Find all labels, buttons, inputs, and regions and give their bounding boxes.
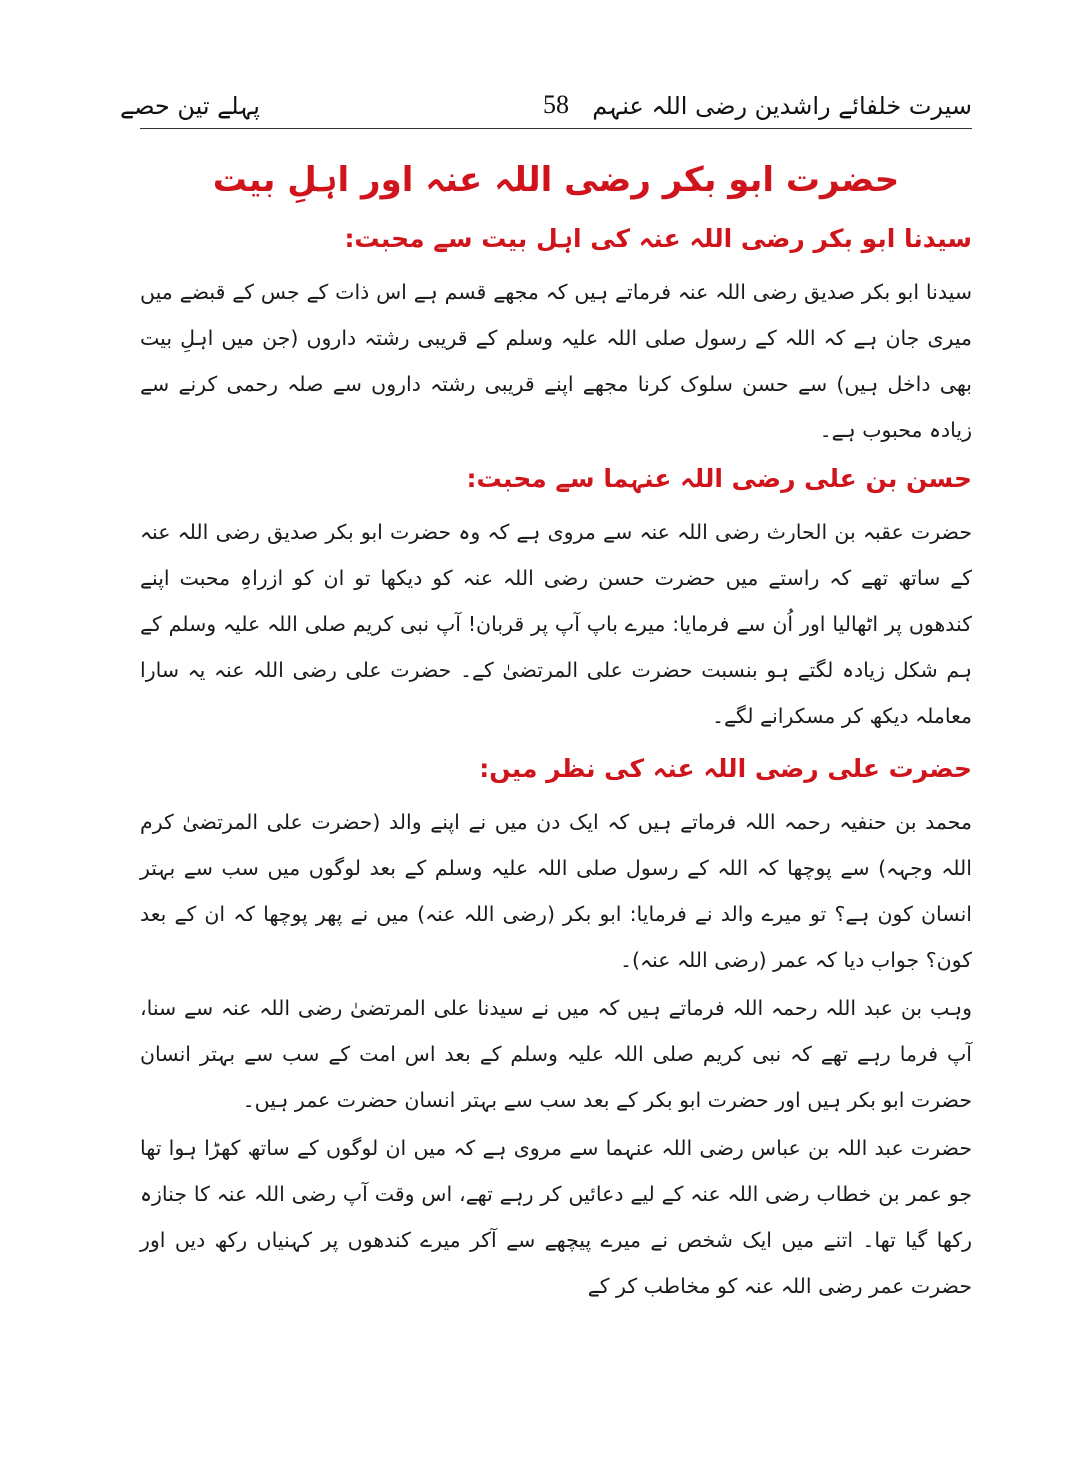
paragraph: محمد بن حنفیہ رحمہ اللہ فرماتے ہیں کہ ایک دن میں نے اپنے والد (حضرت علی المرتضیٰ کرم اللہ وجہہ) سے پوچھا کہ اللہ کے رسول صلی اللہ علیہ وسلم کے بعد لوگوں میں سب سے بہتر انسان کون ہے؟ تو میرے والد نے فرمایا: ابو بکر (رضی اللہ عنہ) میں نے پھر پوچھا کہ ان کے بعد کون؟ جواب دیا کہ عمر (رضی اللہ عنہ)۔ xyxy=(140,809,972,972)
paragraph: حضرت عبد اللہ بن عباس رضی اللہ عنہما سے مروی ہے کہ میں ان لوگوں کے ساتھ کھڑا ہوا تھا جو عمر بن خطاب رضی اللہ عنہ کے لیے دعائیں کر رہے تھے، اس وقت آپ رضی اللہ عنہ کا جنازہ رکھا گیا تھا۔ اتنے میں ایک شخص نے میرے پیچھے سے آکر میرے کندھوں پر کہنیاں رکھ دیں اور حضرت عمر رضی اللہ عنہ کو مخاطب کر کے xyxy=(140,1135,972,1298)
section-heading-abubakr-love: سیدنا ابو بکر رضی اللہ عنہ کی اہل بیت سے محبت: xyxy=(344,223,972,253)
section-heading-ali-view: حضرت علی رضی اللہ عنہ کی نظر میں: xyxy=(479,753,972,783)
section-heading-hasan-love: حسن بن علی رضی اللہ عنہما سے محبت: xyxy=(466,463,972,493)
chapter-title: حضرت ابو بکر رضی اللہ عنہ اور اہلِ بیت xyxy=(212,160,900,200)
paragraph: وہب بن عبد اللہ رحمہ اللہ فرماتے ہیں کہ میں نے سیدنا علی المرتضیٰ رضی اللہ عنہ سے سنا، آپ فرما رہے تھے کہ نبی کریم صلی اللہ علیہ وسلم کے بعد اس امت کے سب سے بہتر انسان حضرت ابو بکر ہیں اور حضرت ابو بکر کے بعد سب سے بہتر انسان حضرت عمر ہیں۔ xyxy=(140,995,972,1112)
page-number: 58 xyxy=(543,90,569,119)
paragraph: سیدنا ابو بکر صدیق رضی اللہ عنہ فرماتے ہیں کہ مجھے قسم ہے اس ذات کے جس کے قبضے میں میری جان ہے کہ اللہ کے رسول صلی اللہ علیہ وسلم کے قریبی رشتہ داروں (جن میں اہلِ بیت بھی داخل ہیں) سے حسن سلوک کرنا مجھے اپنے قریبی رشتہ داروں سے صلہ رحمی کرنے سے زیادہ محبوب ہے۔ xyxy=(140,279,972,442)
running-header xyxy=(120,88,972,129)
book-title: سیرت خلفائے راشدین رضی اللہ عنہم xyxy=(592,92,972,120)
part-label: پہلے تین حصے xyxy=(120,92,260,120)
paragraph: حضرت عقبہ بن الحارث رضی اللہ عنہ سے مروی ہے کہ وہ حضرت ابو بکر صدیق رضی اللہ عنہ کے ساتھ تھے کہ راستے میں حضرت حسن رضی اللہ عنہ کو دیکھا تو ان کو ازراہِ محبت اپنے کندھوں پر اٹھالیا اور اُن سے فرمایا: میرے باپ آپ پر قربان! آپ نبی کریم صلی اللہ علیہ وسلم کے ہم شکل زیادہ لگتے ہو بنسبت حضرت علی المرتضیٰ کے۔ حضرت علی رضی اللہ عنہ یہ سارا معاملہ دیکھ کر مسکرانے لگے۔ xyxy=(140,519,972,728)
